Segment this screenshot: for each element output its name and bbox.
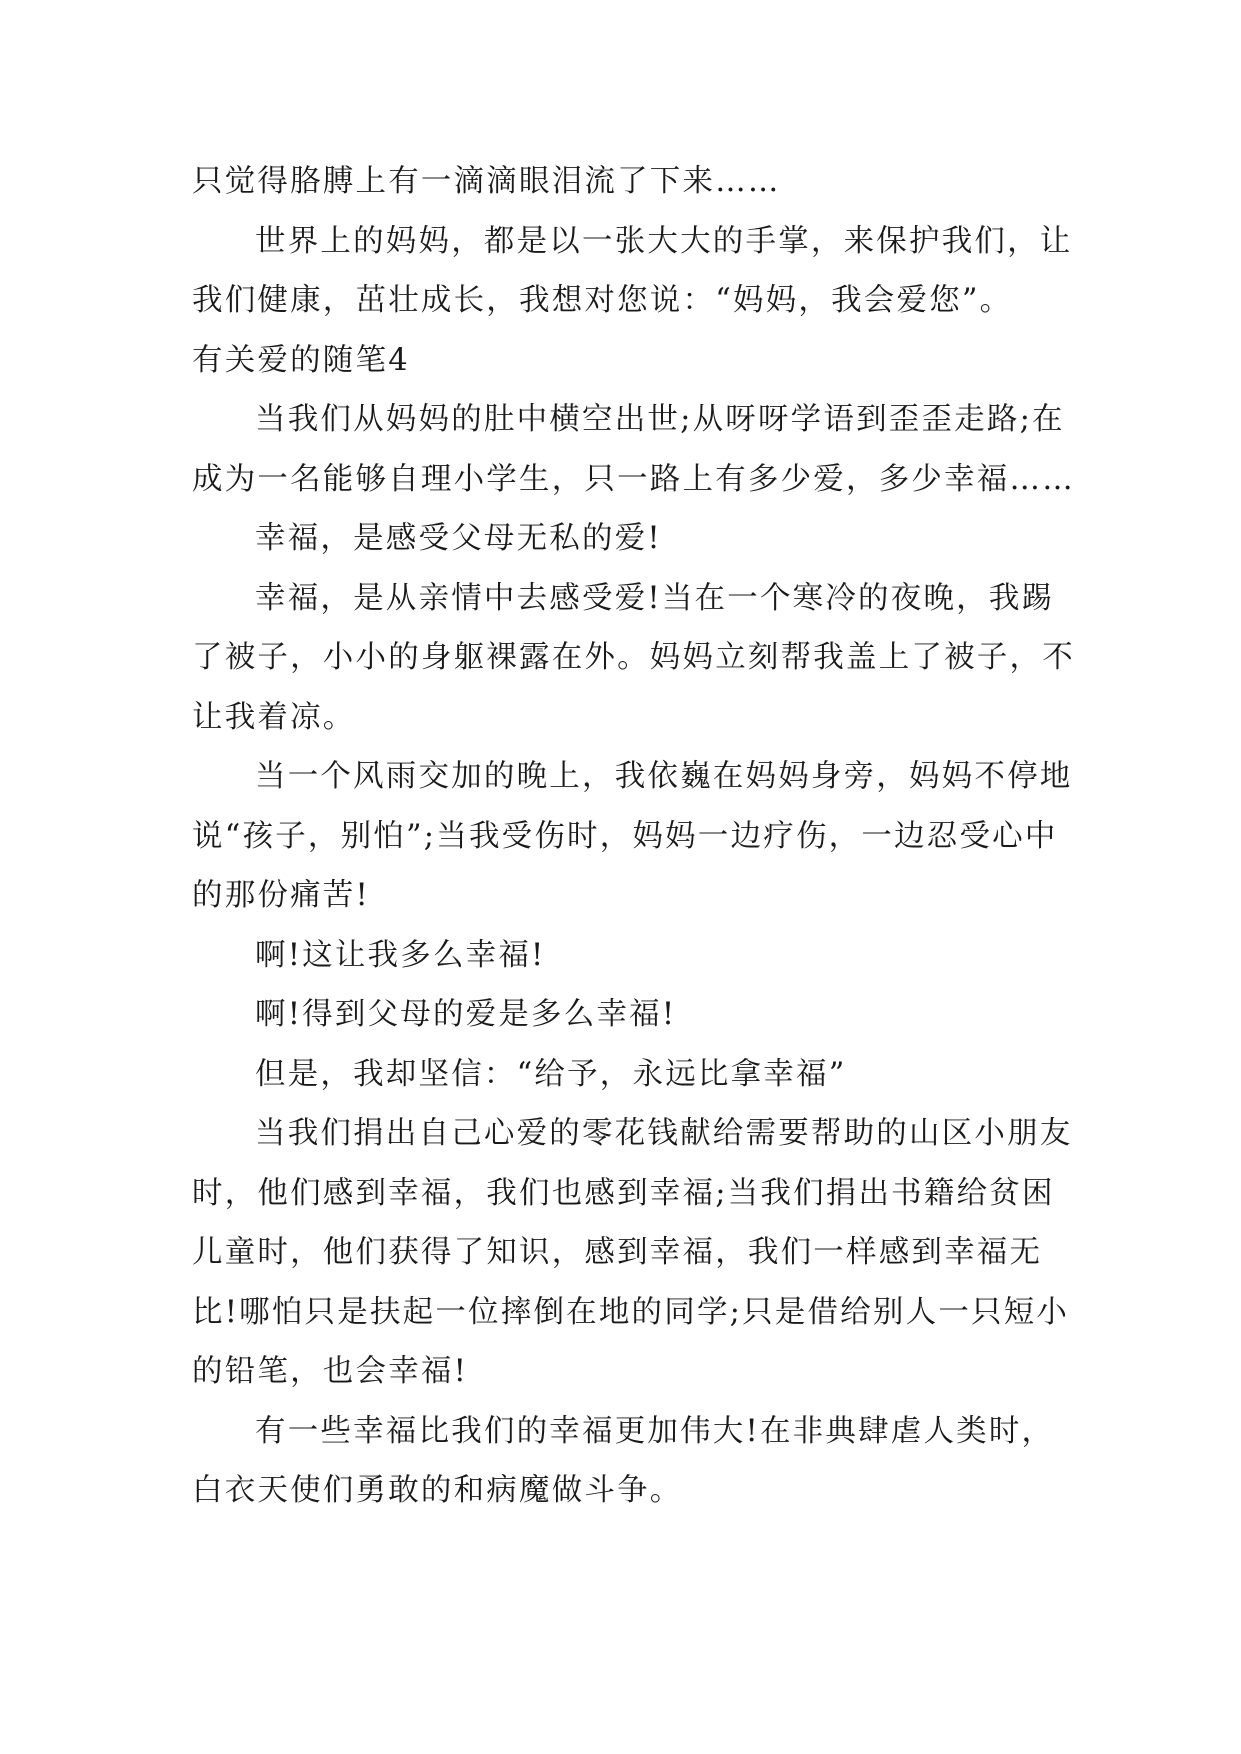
document-body <box>192 152 1082 1521</box>
paragraph-giving-belief: 但是，我却坚信：“给予，永远比拿幸福” <box>255 1056 847 1092</box>
paragraph-cold-night: 幸福，是从亲情中去感受爱!当在一个寒冷的夜晚，我踢了被子，小小的身躯裸露在外。妈妈立刻帮我盖上了被子，不让我着凉。 <box>192 580 1075 735</box>
paragraph-growing-up: 当我们从妈妈的肚中横空出世;从呀呀学语到歪歪走路;在成为一名能够自理小学生，只一路上有多少爱，多少幸福…… <box>192 402 1075 497</box>
paragraph-exclamation-2: 啊!得到父母的爱是多么幸福! <box>255 997 677 1032</box>
paragraph-stormy-night: 当一个风雨交加的晚上，我依巍在妈妈身旁，妈妈不停地说“孩子，别怕”;当我受伤时，妈妈一边疗伤，一边忍受心中的那份痛苦! <box>192 759 1073 913</box>
paragraph-mothers-hands: 世界上的妈妈，都是以一张大大的手掌，来保护我们，让我们健康，茁壮成长，我想对您说：“妈妈，我会爱您”。 <box>192 223 1073 318</box>
section-heading: 有关爱的随笔4 <box>192 342 410 378</box>
paragraph-donation: 当我们捐出自己心爱的零花钱献给需要帮助的山区小朋友时，他们感到幸福，我们也感到幸福;当我们捐出书籍给贫困儿童时，他们获得了知识，感到幸福，我们一样感到幸福无比!哪怕只是扶起一位摔倒在地的同学;只是借给别人一只短小的铅笔，也会幸福! <box>192 1116 1073 1389</box>
paragraph-happiness-parents-love: 幸福，是感受父母无私的爱! <box>255 521 662 556</box>
paragraph-greater-happiness: 有一些幸福比我们的幸福更加伟大!在非典肆虐人类时，白衣天使们勇敢的和病魔做斗争。 <box>192 1413 1055 1508</box>
paragraph-exclamation-1: 啊!这让我多么幸福! <box>255 937 546 973</box>
paragraph-continuation: 只觉得胳膊上有一滴滴眼泪流了下来…… <box>192 164 781 199</box>
